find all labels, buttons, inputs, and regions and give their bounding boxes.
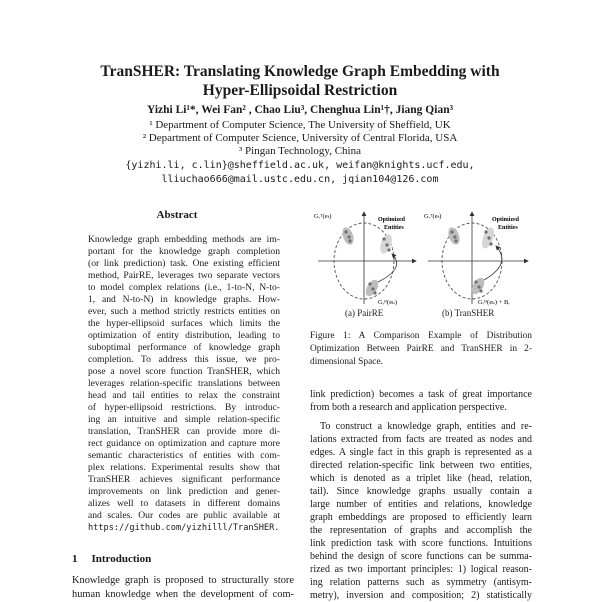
body-text-line: To construct a knowledge graph, entities and re- (320, 421, 532, 432)
figure-caption-line-3: dimensional Space. (310, 357, 383, 367)
abstract-line: optimization of entity distribution, leading to (88, 330, 280, 341)
author-list: Yizhi Li¹*, Wei Fan² , Chao Liu³, Chenghua Lin¹†, Jiang Qian³ (146, 104, 454, 116)
email-line-2: lliuchao666@mail.ustc.edu.cn, jqian104@126.com (161, 174, 439, 185)
abstract-line: method, PairRE, leverages two separate vectors (88, 270, 280, 281)
body-text-line: ing relation patterns such as symmetry (antisym- (310, 577, 532, 588)
body-text-line: link prediction task with score functions. Intuitions (310, 538, 532, 549)
body-text-line: graph embeddings are proposed to efficiently learn (310, 512, 532, 523)
code-url[interactable]: https://github.com/yizhilll/TranSHER. (88, 523, 280, 533)
abstract-line: translation, TranSHER can provide more di- (88, 426, 280, 437)
abstract-line: portant for the knowledge graph completion (88, 246, 280, 257)
intro-line-1: Knowledge graph is proposed to structurally store (72, 575, 294, 586)
abstract-line: ever, such a method strictly restricts entities on (88, 306, 280, 317)
figure-caption-line-2: Optimization Between PairRE and TranSHER in 2- (310, 344, 532, 354)
body-text-line: tail). Since knowledge graphs usually contain a (310, 486, 532, 497)
body-text-line: which is denoted as a triplet like (head, relation, (310, 473, 532, 484)
figure-caption-line-1: Figure 1: A Comparison Example of Distribution (310, 331, 532, 341)
body-text-line: behind the design of score functions can be summa- (310, 551, 532, 562)
abstract-line: suboptimal performance of knowledge graph (88, 342, 280, 353)
abstract-line: TranSHER achieves significant performance (88, 474, 280, 485)
panel-a-plot (314, 212, 416, 306)
g-top-label-b: Gᵣᵀ(eₜ) (424, 213, 442, 220)
body-text-line: from both a research and application perspective. (310, 402, 507, 413)
abstract-line: and scales. Our codes are public available at (88, 510, 280, 521)
abstract-line: leverages relation-specific translations between (88, 378, 280, 389)
entities-label-a: Entities (384, 225, 404, 231)
body-text-line: rized as two important principles: 1) logical reason- (310, 564, 532, 575)
abstract-line: plex relations. Experimental results show that (88, 462, 280, 473)
optimized-label-a: Optimized (378, 217, 405, 223)
abstract-line: completion. To address this issue, we pro- (88, 354, 280, 365)
abstract-line: (or link prediction) task. One existing efficient (88, 258, 280, 269)
subfigure-label-b: (b) TranSHER (442, 308, 495, 318)
body-text-line: the representation of graphs and accomplish the (310, 525, 532, 536)
g-bottom-label-b: Gᵣᴴ(eₕ) + Bᵣ (478, 299, 510, 306)
abstract-line: ing an intuitive and simple relation-specific (88, 414, 280, 425)
affiliation-1: ¹ Department of Computer Science, The University of Sheffield, UK (149, 119, 451, 131)
subfigure-label-a: (a) PairRE (345, 308, 384, 318)
abstract-heading: Abstract (156, 209, 198, 221)
body-text-line: directed relation-specific link between two entities, (310, 460, 532, 471)
body-text-line: metry), inversion and composition; 2) statistically (310, 590, 532, 601)
section-title: Introduction (91, 553, 152, 565)
paper-title-line-2: Hyper-Ellipsoidal Restriction (202, 82, 398, 99)
abstract-line: 1, and N-to-N) in knowledge graphs. How- (88, 294, 280, 305)
abstract-line: semantic characteristics of entities with com- (88, 450, 280, 461)
abstract-line: to model complex relations (i.e., 1-to-N, N-to- (88, 282, 280, 293)
affiliation-2: ² Department of Computer Science, University of Central Florida, USA (142, 132, 458, 144)
body-text-line: link prediction) becomes a task of great importance (310, 389, 532, 400)
body-text-line: large number of entities and relations, knowledge (310, 499, 532, 510)
panel-b-plot (424, 212, 528, 306)
body-text-line: edges. A single fact in this graph is represented as a (310, 447, 532, 458)
abstract-line: rect guidance on optimization and capture more (88, 438, 280, 449)
g-bottom-label-a: Gᵣᴴ(eₕ) (378, 299, 398, 306)
entities-label-b: Entities (498, 225, 518, 231)
abstract-line: head and tail entities to relax the constraint (88, 390, 280, 401)
paper-title-line-1: TranSHER: Translating Knowledge Graph Embedding with (100, 63, 500, 80)
section-number: 1 (72, 553, 78, 565)
abstract-line: improvements on link prediction and gener- (88, 486, 280, 497)
affiliation-3: ³ Pingan Technology, China (239, 145, 361, 157)
abstract-line: alizes well to datasets in different domains (88, 498, 280, 509)
email-line-1: {yizhi.li, c.lin}@sheffield.ac.uk, weifan@knights.ucf.edu, (125, 160, 475, 171)
abstract-line: Knowledge graph embedding methods are im- (88, 234, 280, 245)
g-top-label-a: Gᵣᵀ(eₜ) (314, 213, 332, 220)
section-heading-introduction (72, 553, 151, 565)
abstract-line: pose a novel score function TranSHER, which (88, 366, 280, 377)
abstract-line: the hyper-ellipsoid surfaces which limits the (88, 318, 280, 329)
abstract-line: of hyper-ellipsoid restrictions. By introduc- (88, 402, 280, 413)
intro-line-2: human knowledge when the development of com- (72, 589, 294, 600)
body-text-line: lations extracted from facts are treated as nodes and (310, 434, 532, 445)
optimized-label-b: Optimized (492, 217, 519, 223)
